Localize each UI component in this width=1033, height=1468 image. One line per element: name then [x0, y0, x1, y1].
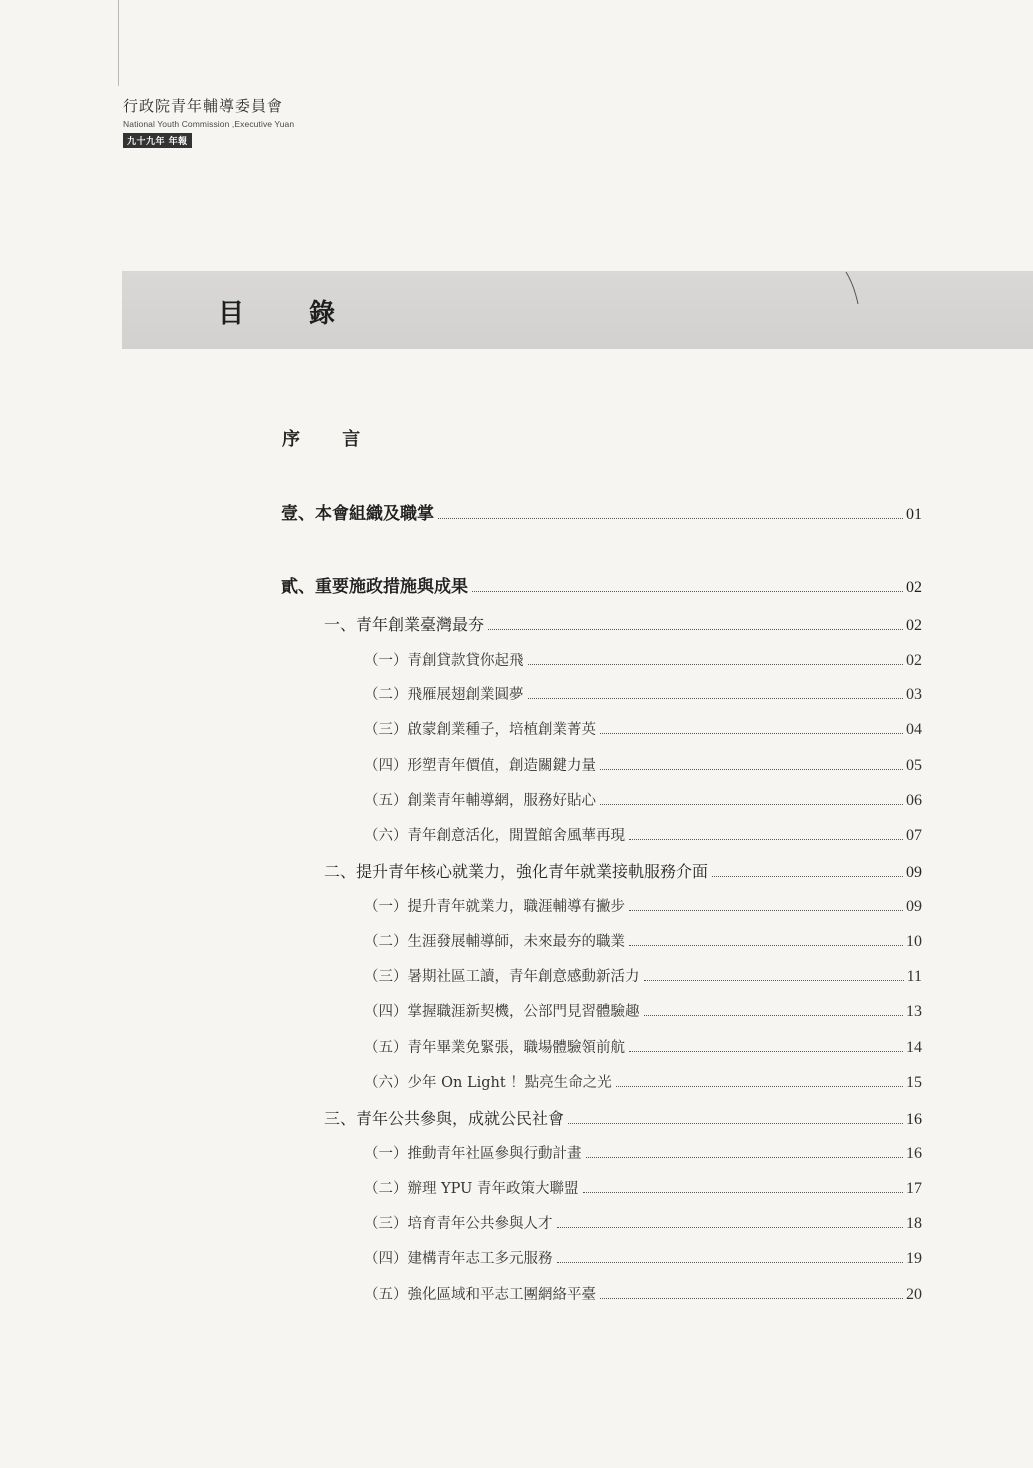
toc-page-number: 02 — [906, 617, 922, 634]
toc-page-number: 15 — [906, 1074, 922, 1091]
toc-leader-dots — [438, 518, 903, 519]
toc-leader-dots — [629, 1051, 903, 1052]
preface-heading: 序 言 — [282, 429, 379, 450]
toc-entry-section[interactable] — [324, 1106, 922, 1129]
toc-label: （三）啟蒙創業種子，培植創業菁英 — [364, 722, 596, 738]
toc-label: （五）創業青年輔導網，服務好貼心 — [364, 793, 596, 809]
toc-entry-subsection[interactable] — [364, 1283, 922, 1304]
toc-leader-dots — [568, 1123, 903, 1124]
toc-leader-dots — [629, 945, 903, 946]
toc-entry-subsection[interactable] — [364, 1036, 922, 1057]
toc-label: 壹、本會組織及職掌 — [281, 504, 434, 524]
toc-entry-subsection[interactable] — [364, 930, 922, 951]
toc-page-number: 01 — [906, 506, 922, 523]
toc-entry-subsection[interactable] — [364, 965, 922, 986]
toc-entry-subsection[interactable] — [364, 1000, 922, 1021]
toc-entry-subsection[interactable] — [364, 789, 922, 810]
toc-page-number: 13 — [906, 1003, 922, 1020]
toc-page-number: 07 — [906, 827, 922, 844]
toc-leader-dots — [488, 629, 903, 630]
toc-page-number: 09 — [906, 864, 922, 881]
page-header — [123, 95, 294, 148]
toc-label: （三）培育青年公共參與人才 — [364, 1216, 553, 1232]
toc-label: （二）辦理 YPU 青年政策大聯盟 — [364, 1181, 579, 1197]
toc-page-number: 04 — [906, 721, 922, 738]
toc-entry-subsection[interactable] — [364, 754, 922, 775]
toc-page-number: 02 — [906, 652, 922, 669]
toc-entry-subsection[interactable] — [364, 824, 922, 845]
toc-page-number: 03 — [906, 686, 922, 703]
toc-label: （二）生涯發展輔導師，未來最夯的職業 — [364, 934, 625, 950]
toc-page-number: 18 — [906, 1215, 922, 1232]
title-band — [122, 271, 1033, 349]
toc-label: （六）青年創意活化，閒置館舍風華再現 — [364, 828, 625, 844]
toc-page-number: 16 — [906, 1145, 922, 1162]
toc-entry-policies[interactable] — [281, 572, 922, 597]
toc-label: （二）飛雁展翅創業圓夢 — [364, 687, 524, 703]
toc-leader-dots — [586, 1157, 904, 1158]
toc-page-number: 19 — [906, 1250, 922, 1267]
toc-leader-dots — [616, 1086, 903, 1087]
toc-leader-dots — [644, 1015, 904, 1016]
toc-entry-subsection[interactable] — [364, 1071, 922, 1092]
toc-page-number: 11 — [906, 968, 922, 985]
toc-label: （四）掌握職涯新契機，公部門見習體驗趣 — [364, 1004, 640, 1020]
toc-leader-dots — [472, 591, 903, 592]
toc-entry-subsection[interactable] — [364, 1212, 922, 1233]
toc-label: （一）青創貸款貸你起飛 — [364, 653, 524, 669]
toc-page-number: 14 — [906, 1039, 922, 1056]
toc-leader-dots — [600, 1298, 903, 1299]
toc-entry-subsection[interactable] — [364, 1177, 922, 1198]
toc-label: （三）暑期社區工讀，青年創意感動新活力 — [364, 969, 640, 985]
toc-entry-subsection[interactable] — [364, 649, 922, 670]
toc-entry-subsection[interactable] — [364, 718, 922, 739]
toc-label: 一、青年創業臺灣最夯 — [324, 615, 485, 634]
toc-leader-dots — [629, 839, 903, 840]
toc-leader-dots — [629, 910, 903, 911]
page-title: 目 錄 — [218, 299, 364, 329]
toc-label: 二、提升青年核心就業力，強化青年就業接軌服務介面 — [324, 862, 709, 881]
toc-page-number: 17 — [906, 1180, 922, 1197]
toc-leader-dots — [712, 876, 903, 877]
toc-leader-dots — [557, 1262, 904, 1263]
toc-page-number: 06 — [906, 792, 922, 809]
annual-report-badge: 九十九年 年報 — [123, 133, 192, 148]
toc-entry-subsection[interactable] — [364, 895, 922, 916]
toc-leader-dots — [600, 769, 903, 770]
toc-leader-dots — [600, 733, 903, 734]
toc-page-number: 02 — [906, 579, 922, 596]
toc-page-number: 20 — [906, 1286, 922, 1303]
toc-leader-dots — [528, 664, 904, 665]
toc-page-number: 10 — [906, 933, 922, 950]
toc-label: （五）青年畢業免緊張，職場體驗領前航 — [364, 1040, 625, 1056]
margin-rule — [118, 0, 119, 86]
org-name-zh: 行政院青年輔導委員會 — [123, 97, 284, 115]
toc-page-number: 09 — [906, 898, 922, 915]
band-mark — [845, 271, 859, 305]
toc-leader-dots — [528, 698, 904, 699]
toc-entry-section[interactable] — [324, 612, 922, 635]
toc-entry-section[interactable] — [324, 859, 922, 882]
toc-label: 貳、重要施政措施與成果 — [281, 577, 468, 597]
toc-entry-organization[interactable] — [281, 499, 922, 524]
toc-leader-dots — [600, 804, 903, 805]
toc-leader-dots — [557, 1227, 904, 1228]
toc-leader-dots — [583, 1192, 903, 1193]
org-name-en: National Youth Commission ,Executive Yuan — [123, 119, 295, 129]
toc-label: （六）少年 On Light ！點亮生命之光 — [364, 1075, 612, 1091]
toc-entry-subsection[interactable] — [364, 683, 922, 704]
toc-page-number: 05 — [906, 757, 922, 774]
toc-label: （四）形塑青年價值，創造關鍵力量 — [364, 758, 596, 774]
toc-leader-dots — [644, 980, 904, 981]
toc-page-number: 16 — [906, 1111, 922, 1128]
toc-label: （四）建構青年志工多元服務 — [364, 1251, 553, 1267]
toc-label: （一）提升青年就業力，職涯輔導有撇步 — [364, 899, 625, 915]
toc-label: （五）強化區域和平志工團網絡平臺 — [364, 1287, 596, 1303]
toc-entry-subsection[interactable] — [364, 1142, 922, 1163]
toc-entry-subsection[interactable] — [364, 1247, 922, 1268]
toc-label: （一）推動青年社區參與行動計畫 — [364, 1146, 582, 1162]
toc-label: 三、青年公共參與，成就公民社會 — [324, 1109, 565, 1128]
